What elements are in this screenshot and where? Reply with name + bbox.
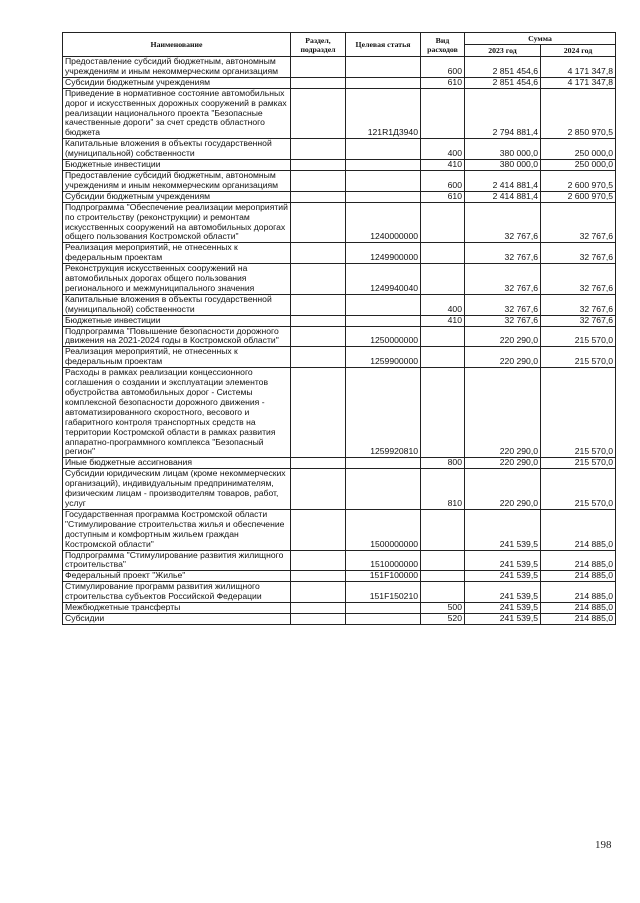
amount-2024-cell: 2 600 970,5 [541, 191, 616, 202]
name-cell: Капитальные вложения в объекты государственной (муниципальной) собственности [63, 139, 291, 160]
target-cell [346, 613, 421, 624]
header-section: Раздел, подраздел [291, 33, 346, 57]
table-row [63, 57, 616, 78]
table-row [63, 77, 616, 88]
target-cell: 1500000000 [346, 509, 421, 550]
kind-cell [421, 243, 465, 264]
table-row [63, 88, 616, 139]
section-cell [291, 571, 346, 582]
table-body [63, 57, 616, 625]
name-cell: Иные бюджетные ассигнования [63, 458, 291, 469]
section-cell [291, 509, 346, 550]
table-row [63, 613, 616, 624]
target-cell [346, 458, 421, 469]
name-cell: Бюджетные инвестиции [63, 315, 291, 326]
amount-2023-cell: 241 539,5 [465, 603, 541, 614]
amount-2023-cell: 2 851 454,6 [465, 77, 541, 88]
table-row [63, 469, 616, 510]
amount-2024-cell: 214 885,0 [541, 509, 616, 550]
section-cell [291, 243, 346, 264]
target-cell: 151F150210 [346, 582, 421, 603]
amount-2024-cell: 215 570,0 [541, 326, 616, 347]
section-cell [291, 326, 346, 347]
section-cell [291, 582, 346, 603]
table-row [63, 347, 616, 368]
amount-2024-cell: 4 171 347,8 [541, 77, 616, 88]
kind-cell [421, 347, 465, 368]
header-sum: Сумма [465, 33, 616, 45]
kind-cell [421, 88, 465, 139]
amount-2024-cell: 215 570,0 [541, 368, 616, 458]
amount-2023-cell: 220 290,0 [465, 368, 541, 458]
amount-2024-cell: 32 767,6 [541, 243, 616, 264]
amount-2024-cell: 32 767,6 [541, 315, 616, 326]
kind-cell [421, 326, 465, 347]
amount-2023-cell: 32 767,6 [465, 294, 541, 315]
amount-2023-cell: 380 000,0 [465, 139, 541, 160]
table-row [63, 160, 616, 171]
amount-2023-cell: 241 539,5 [465, 550, 541, 571]
amount-2023-cell: 220 290,0 [465, 347, 541, 368]
section-cell [291, 88, 346, 139]
section-cell [291, 368, 346, 458]
header-target: Целевая статья [346, 33, 421, 57]
name-cell: Реализация мероприятий, не отнесенных к федеральным проектам [63, 347, 291, 368]
amount-2024-cell: 250 000,0 [541, 160, 616, 171]
amount-2023-cell: 220 290,0 [465, 458, 541, 469]
target-cell: 1249940040 [346, 264, 421, 295]
kind-cell: 810 [421, 469, 465, 510]
target-cell [346, 139, 421, 160]
kind-cell: 520 [421, 613, 465, 624]
name-cell: Предоставление субсидий бюджетным, автономным учреждениям и иным некоммерческим организациям [63, 57, 291, 78]
amount-2023-cell: 32 767,6 [465, 315, 541, 326]
section-cell [291, 315, 346, 326]
name-cell: Подпрограмма "Стимулирование развития жилищного строительства" [63, 550, 291, 571]
name-cell: Реконструкция искусственных сооружений на автомобильных дорогах общего пользования регионального и межмуниципального значения [63, 264, 291, 295]
kind-cell: 800 [421, 458, 465, 469]
target-cell [346, 294, 421, 315]
table-row [63, 139, 616, 160]
name-cell: Капитальные вложения в объекты государственной (муниципальной) собственности [63, 294, 291, 315]
header-name: Наименование [63, 33, 291, 57]
target-cell: 1259920810 [346, 368, 421, 458]
amount-2023-cell: 220 290,0 [465, 469, 541, 510]
table-row [63, 550, 616, 571]
target-cell: 1510000000 [346, 550, 421, 571]
amount-2023-cell: 241 539,5 [465, 571, 541, 582]
section-cell [291, 160, 346, 171]
kind-cell [421, 202, 465, 243]
section-cell [291, 469, 346, 510]
section-cell [291, 550, 346, 571]
table-row [63, 603, 616, 614]
amount-2023-cell: 241 539,5 [465, 509, 541, 550]
section-cell [291, 191, 346, 202]
kind-cell [421, 368, 465, 458]
section-cell [291, 613, 346, 624]
section-cell [291, 264, 346, 295]
amount-2023-cell: 241 539,5 [465, 613, 541, 624]
section-cell [291, 202, 346, 243]
name-cell: Федеральный проект "Жилье" [63, 571, 291, 582]
target-cell [346, 315, 421, 326]
name-cell: Бюджетные инвестиции [63, 160, 291, 171]
amount-2023-cell: 32 767,6 [465, 264, 541, 295]
section-cell [291, 458, 346, 469]
section-cell [291, 77, 346, 88]
kind-cell: 400 [421, 294, 465, 315]
target-cell: 151F100000 [346, 571, 421, 582]
target-cell: 1250000000 [346, 326, 421, 347]
budget-table [62, 32, 616, 625]
amount-2024-cell: 250 000,0 [541, 139, 616, 160]
amount-2023-cell: 2 794 881,4 [465, 88, 541, 139]
amount-2023-cell: 2 414 881,4 [465, 170, 541, 191]
target-cell [346, 160, 421, 171]
kind-cell: 600 [421, 57, 465, 78]
name-cell: Государственная программа Костромской области "Стимулирование строительства жилья и обеспечение доступным и комфортным жильем граждан Костромской области" [63, 509, 291, 550]
kind-cell: 410 [421, 160, 465, 171]
table-row [63, 509, 616, 550]
table-row [63, 582, 616, 603]
amount-2023-cell: 241 539,5 [465, 582, 541, 603]
amount-2023-cell: 2 851 454,6 [465, 57, 541, 78]
kind-cell: 600 [421, 170, 465, 191]
section-cell [291, 294, 346, 315]
target-cell [346, 77, 421, 88]
table-row [63, 202, 616, 243]
header-year-2023: 2023 год [465, 45, 541, 57]
table-row [63, 326, 616, 347]
amount-2024-cell: 215 570,0 [541, 469, 616, 510]
header-year-2024: 2024 год [541, 45, 616, 57]
page-number: 198 [595, 839, 612, 851]
name-cell: Расходы в рамках реализации концессионного соглашения о создании и эксплуатации элементов обустройства автомобильных дорог - Системы комплексной безопасности дорожного движения - автоматизированного скоростного, весового и габаритного контроля транспортных средств на территории Костромской области в рамках развития аппаратно-программного комплекса "Безопасный регион" [63, 368, 291, 458]
table-row [63, 571, 616, 582]
table-row [63, 191, 616, 202]
amount-2024-cell: 214 885,0 [541, 571, 616, 582]
name-cell: Приведение в нормативное состояние автомобильных дорог и искусственных дорожных сооружений в рамках реализации национального проекта "Безопасные качественные дороги" за счет средств областного бюджета [63, 88, 291, 139]
name-cell: Реализация мероприятий, не отнесенных к федеральным проектам [63, 243, 291, 264]
section-cell [291, 170, 346, 191]
target-cell [346, 469, 421, 510]
amount-2024-cell: 215 570,0 [541, 458, 616, 469]
target-cell: 1240000000 [346, 202, 421, 243]
name-cell: Стимулирование программ развития жилищного строительства субъектов Российской Федерации [63, 582, 291, 603]
kind-cell: 410 [421, 315, 465, 326]
target-cell [346, 603, 421, 614]
amount-2023-cell: 380 000,0 [465, 160, 541, 171]
amount-2024-cell: 214 885,0 [541, 550, 616, 571]
amount-2023-cell: 32 767,6 [465, 202, 541, 243]
name-cell: Субсидии бюджетным учреждениям [63, 191, 291, 202]
amount-2024-cell: 4 171 347,8 [541, 57, 616, 78]
target-cell: 1249900000 [346, 243, 421, 264]
name-cell: Межбюджетные трансферты [63, 603, 291, 614]
kind-cell [421, 509, 465, 550]
name-cell: Предоставление субсидий бюджетным, автономным учреждениям и иным некоммерческим организациям [63, 170, 291, 191]
amount-2024-cell: 215 570,0 [541, 347, 616, 368]
amount-2024-cell: 214 885,0 [541, 613, 616, 624]
amount-2024-cell: 2 600 970,5 [541, 170, 616, 191]
amount-2024-cell: 214 885,0 [541, 603, 616, 614]
name-cell: Субсидии бюджетным учреждениям [63, 77, 291, 88]
amount-2024-cell: 214 885,0 [541, 582, 616, 603]
target-cell: 1259900000 [346, 347, 421, 368]
table-row [63, 368, 616, 458]
table-row [63, 458, 616, 469]
section-cell [291, 347, 346, 368]
kind-cell: 610 [421, 191, 465, 202]
name-cell: Субсидии [63, 613, 291, 624]
table-row [63, 170, 616, 191]
table-row [63, 243, 616, 264]
kind-cell [421, 550, 465, 571]
kind-cell [421, 264, 465, 295]
kind-cell [421, 571, 465, 582]
name-cell: Подпрограмма "Повышение безопасности дорожного движения на 2021-2024 годы в Костромской области" [63, 326, 291, 347]
amount-2023-cell: 2 414 881,4 [465, 191, 541, 202]
name-cell: Подпрограмма "Обеспечение реализации мероприятий по строительству (реконструкции) и ремонтам искусственных сооружений на автомобильных дорогах общего пользования Костромской области" [63, 202, 291, 243]
section-cell [291, 139, 346, 160]
section-cell [291, 603, 346, 614]
kind-cell: 610 [421, 77, 465, 88]
amount-2024-cell: 2 850 970,5 [541, 88, 616, 139]
target-cell [346, 57, 421, 78]
target-cell [346, 170, 421, 191]
name-cell: Субсидии юридическим лицам (кроме некоммерческих организаций), индивидуальным предпринимателям, физическим лицам - производителям товаров, работ, услуг [63, 469, 291, 510]
amount-2024-cell: 32 767,6 [541, 294, 616, 315]
kind-cell [421, 582, 465, 603]
kind-cell: 400 [421, 139, 465, 160]
target-cell: 121R1Д3940 [346, 88, 421, 139]
table-row [63, 315, 616, 326]
table-row [63, 264, 616, 295]
header-kind: Вид расходов [421, 33, 465, 57]
amount-2023-cell: 32 767,6 [465, 243, 541, 264]
amount-2024-cell: 32 767,6 [541, 264, 616, 295]
amount-2023-cell: 220 290,0 [465, 326, 541, 347]
target-cell [346, 191, 421, 202]
table-header [63, 33, 616, 57]
kind-cell: 500 [421, 603, 465, 614]
table-row [63, 294, 616, 315]
amount-2024-cell: 32 767,6 [541, 202, 616, 243]
section-cell [291, 57, 346, 78]
